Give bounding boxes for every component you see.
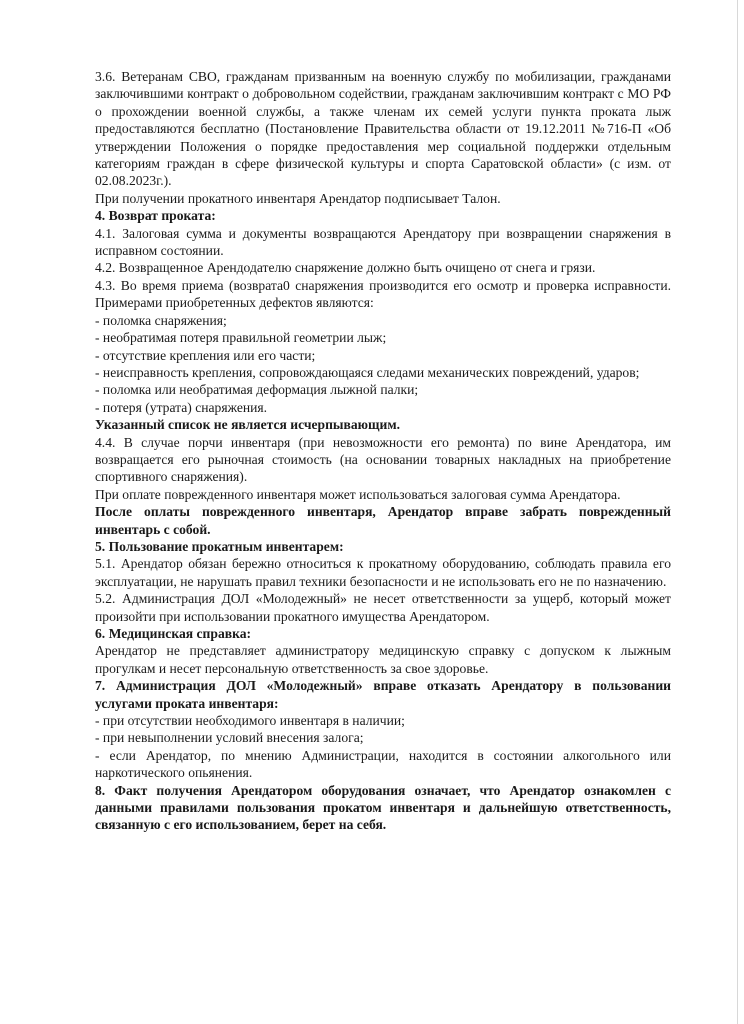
defect-list-item: - потеря (утрата) снаряжения.	[95, 399, 268, 415]
list-not-exhaustive-note: Указанный список не является исчерпывающим.	[95, 417, 401, 433]
section-7-heading: 7. Администрация ДОЛ «Молодежный» вправе отказать Арендатору в пользовании услугами проката инвентаря:	[95, 678, 671, 711]
refusal-list-item: - при отсутствии необходимого инвентаря в наличии;	[95, 713, 405, 729]
paragraph-4-4: 4.4. В случае порчи инвентаря (при невозможности его ремонта) по вине Арендатора, им возвращается его рыночная стоимость (на основании товарных накладных на приобретение спортивного снаряжения).	[95, 434, 671, 485]
paragraph-deposit-use: При оплате поврежденного инвентаря может использоваться залоговая сумма Арендатора.	[95, 486, 621, 502]
section-4-heading: 4. Возврат проката:	[95, 208, 216, 224]
defect-list-item: - поломка снаряжения;	[95, 312, 227, 328]
scan-edge-line	[737, 0, 738, 1024]
defect-list-item: - неисправность крепления, сопровождающаяся следами механических повреждений, ударов;	[95, 364, 640, 380]
paragraph-take-damaged: После оплаты поврежденного инвентаря, Арендатор вправе забрать поврежденный инвентарь с собой.	[95, 504, 671, 537]
section-8-statement: 8. Факт получения Арендатором оборудования означает, что Арендатор ознакомлен с данными правилами пользования прокатом инвентаря и дальнейшую ответственность, связанную с его использованием, берет на себя.	[95, 782, 671, 833]
defect-list-item: - необратимая потеря правильной геометрии лыж;	[95, 330, 387, 346]
refusal-list-item: - при невыполнении условий внесения залога;	[95, 730, 364, 746]
paragraph-5-2: 5.2. Администрация ДОЛ «Молодежный» не несет ответственности за ущерб, который может произойти при использовании прокатного имущества Арендатором.	[95, 591, 671, 624]
defect-list-item: - отсутствие крепления или его части;	[95, 347, 316, 363]
document-page	[95, 68, 671, 834]
section-5-heading: 5. Пользование прокатным инвентарем:	[95, 538, 344, 554]
paragraph-3-6: 3.6. Ветеранам СВО, гражданам призванным на военную службу по мобилизации, гражданами заключившими контракт о добровольном содействии, гражданам заключившим контракт с МО РФ о прохождении военной службы, а также членам их семей услуги пункта проката лыж предоставляются бесплатно (Постановление Правительства области от 19.12.2011 №716-П «Об утверждении Положения о порядке предоставления мер социальной поддержки отдельным категориям граждан в сфере физической культуры и спорта Саратовской области» (с изм. от 02.08.2023г.).	[95, 69, 671, 189]
defect-list-item: - поломка или необратимая деформация лыжной палки;	[95, 382, 419, 398]
paragraph-4-1: 4.1. Залоговая сумма и документы возвращаются Арендатору при возвращении снаряжения в исправном состоянии.	[95, 225, 671, 259]
paragraph-4-2: 4.2. Возвращенное Арендодателю снаряжение должно быть очищено от снега и грязи.	[95, 260, 596, 276]
paragraph-4-3: 4.3. Во время приема (возврата0 снаряжения производится его осмотр и проверка исправности. Примерами приобретенных дефектов являются:	[95, 277, 671, 311]
section-6-heading: 6. Медицинская справка:	[95, 626, 252, 641]
paragraph-medical: Арендатор не представляет администратору медицинскую справку с допуском к лыжным прогулкам и несет персональную ответственность за свое здоровье.	[95, 643, 671, 676]
paragraph-5-1: 5.1. Арендатор обязан бережно относиться к прокатному оборудованию, соблюдать правила его эксплуатации, не нарушать правил техники безопасности и не использовать его не по назначению.	[95, 556, 671, 589]
refusal-list-item: - если Арендатор, по мнению Администрации, находится в состоянии алкогольного или наркотического опьянения.	[95, 747, 671, 781]
paragraph-talon: При получении прокатного инвентаря Арендатор подписывает Талон.	[95, 190, 501, 206]
